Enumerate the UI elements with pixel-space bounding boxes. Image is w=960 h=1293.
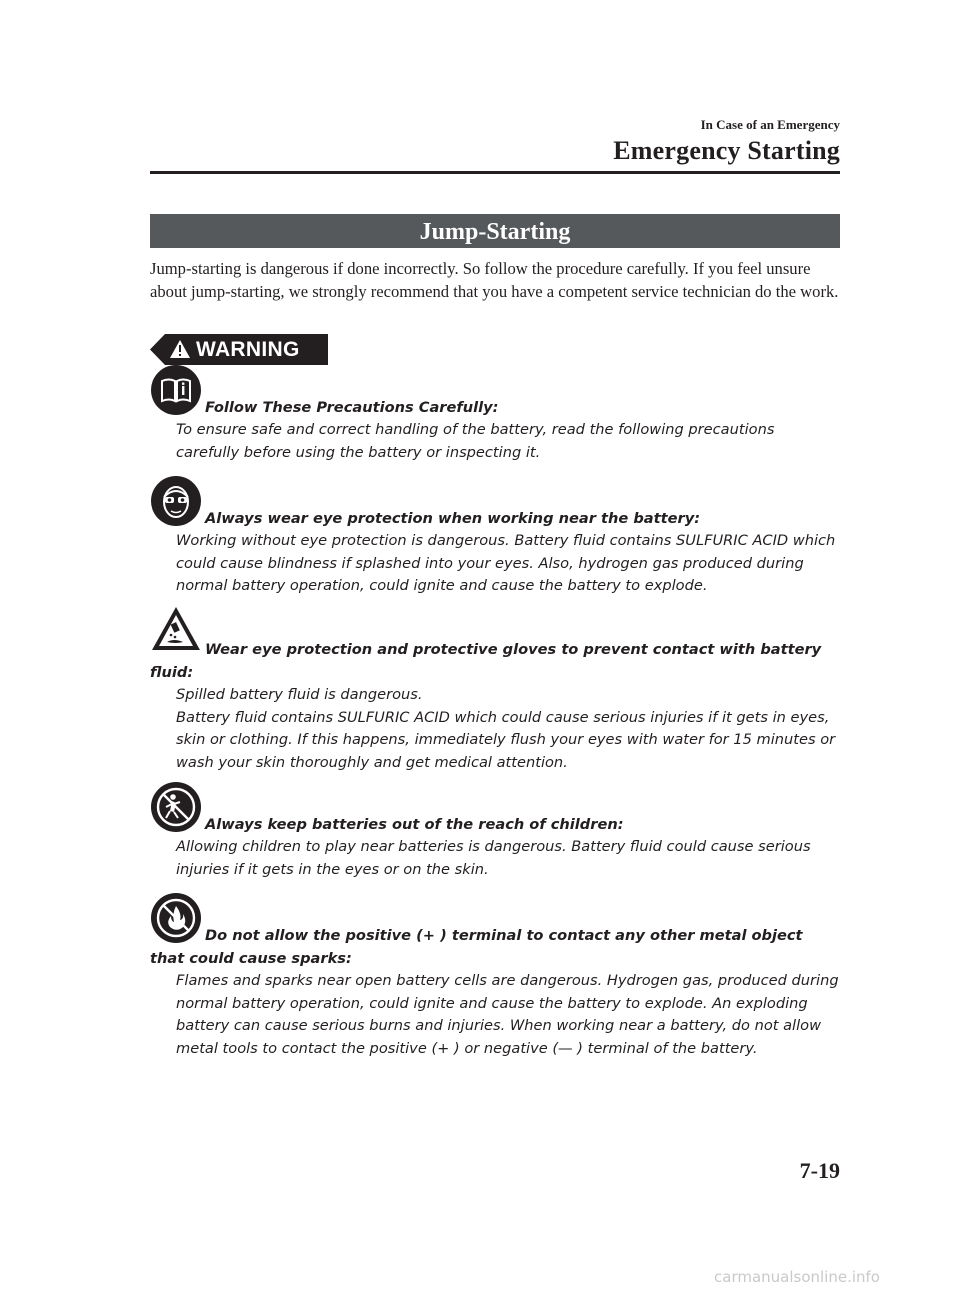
section-title: Jump-Starting [150,214,840,248]
header-rule [150,171,840,174]
warning-5-body [176,970,840,1060]
watermark: carmanualsonline.info [714,1268,880,1286]
warning-4-body [176,836,840,881]
warning-1-body [176,419,840,464]
warning-3-title-text: Wear eye protection and protective gloves to prevent contact with battery fluid: [150,641,822,681]
section-name: Emergency Starting [613,136,840,165]
warning-label: WARNING [196,338,300,361]
warning-4-title: Always keep batteries out of the reach of children: [205,816,624,833]
warning-3-body [176,684,840,774]
warning-1-title: Follow These Precautions Carefully: [205,399,499,416]
page-header [150,116,840,168]
warning-3-text-2: Battery fluid contains SULFURIC ACID which could cause serious injuries if it gets in eyes, skin or clothing. If this happens, immediately flush your eyes with water for 15 minutes or wash your skin thoroughly and get medical attention. [176,708,836,771]
warning-3-text-1: Spilled battery fluid is dangerous. [176,686,423,703]
page-number: 7-19 [799,1158,840,1183]
warning-1-text: To ensure safe and correct handling of the battery, read the following precautions carefully before using the battery or inspecting it. [176,421,775,461]
chapter-name: In Case of an Emergency [700,117,840,132]
warning-5-title-text: Do not allow the positive (+ ) terminal to contact any other metal object that could cause sparks: [150,927,803,967]
intro-paragraph: Jump-starting is dangerous if done incorrectly. So follow the procedure carefully. If you feel unsure about jump-starting, we strongly recommend that you have a competent service technician do the work. [150,259,839,301]
warning-2-title: Always wear eye protection when working near the battery: [205,510,701,527]
warning-banner [150,334,328,365]
warning-3-title [150,639,840,684]
warning-4-text: Allowing children to play near batteries is dangerous. Battery fluid could cause serious injuries if it gets in the eyes or on the skin. [176,838,811,878]
warning-2-text: Working without eye protection is dangerous. Battery fluid contains SULFURIC ACID which could cause blindness if splashed into your eyes. Also, hydrogen gas produced during normal battery operation, could ignite and cause the battery to explode. [176,532,836,594]
warning-5-text: Flames and sparks near open battery cells are dangerous. Hydrogen gas, produced during normal battery operation, could ignite and cause the battery to explode. An exploding battery can cause serious burns and injuries. When working near a battery, do not allow metal tools to contact the positive (+ ) or negative (— ) terminal of the battery. [176,972,839,1057]
warning-2-body [176,530,840,598]
warning-5-title [150,925,840,970]
